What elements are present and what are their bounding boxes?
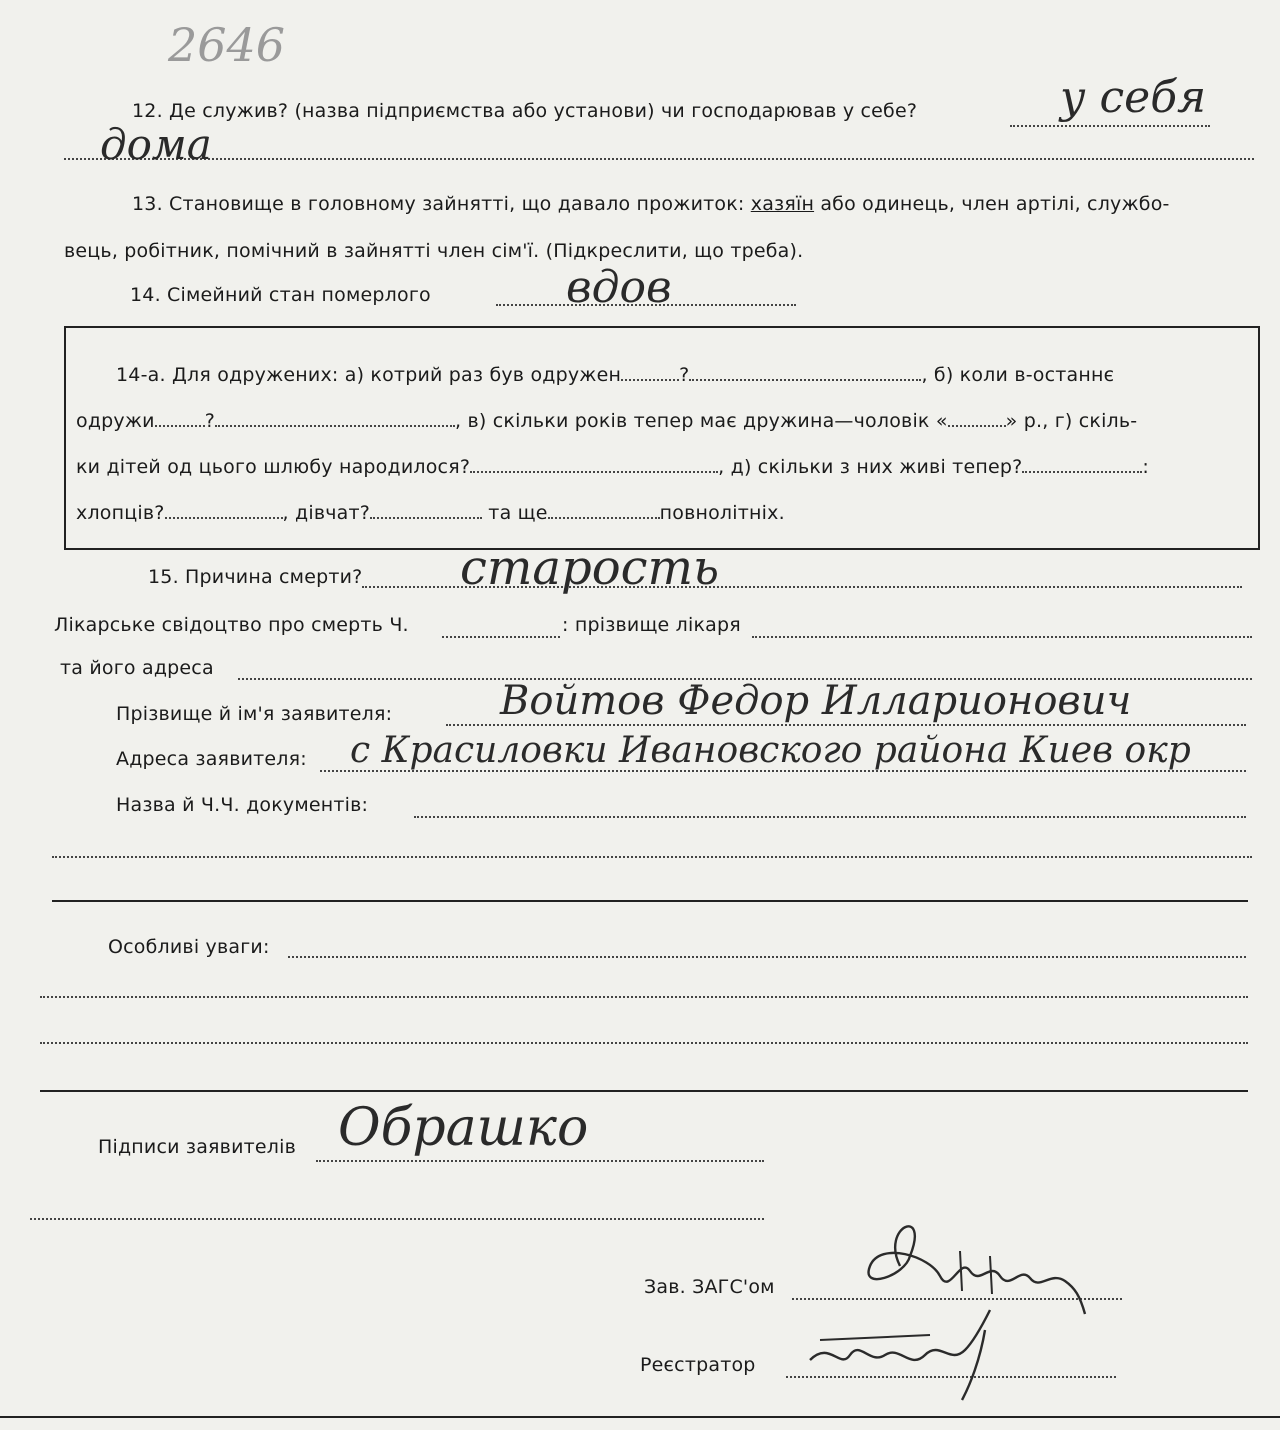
q14a-line4-a: хлопців? [76,502,165,524]
medical-certificate-label: Лікарське свідоцтво про смерть Ч. [54,614,409,636]
registrar-label: Реєстратор [640,1354,756,1376]
q14-answer: вдов [566,262,672,313]
q14a-line1-b: ? [679,364,690,386]
page-number-handwritten: 2646 [168,18,286,72]
q14a-line4 [76,502,785,524]
q14a-line1-c: , б) коли в-останнє [921,364,1115,386]
signatures-line-2 [30,1218,764,1220]
q12-answer-line [1010,125,1210,127]
signatures-line-1 [316,1160,764,1162]
q14a-line3-b: , д) скільки з них живі тепер? [718,456,1023,478]
q15-label: 15. Причина смерти? [148,566,363,588]
q14a-line3-c: : [1142,456,1150,478]
signatures-label: Підписи заявителів [98,1136,297,1158]
q14a-line4-d: повнолітніх. [659,502,785,524]
doctor-name-line [752,636,1252,638]
zags-head-label: Зав. ЗАГС'ом [644,1276,775,1298]
q14a-line1 [116,364,1114,386]
q13-line1-pre: 13. Становище в головному зайнятті, що давало прожиток: [132,193,745,215]
notes-divider [40,1090,1248,1092]
documents-line-1 [414,816,1246,818]
q12-answer-1: у себя [1060,72,1207,123]
q14a-line4-c: та ще [488,502,548,524]
q13-underlined-choice: хазяїн [750,193,815,215]
q15-answer: старость [460,540,720,596]
documents-label: Назва й Ч.Ч. документів: [116,794,369,816]
q14-label: 14. Сімейний стан померлого [130,284,431,306]
q12-label: 12. Де служив? (назва підприємства або установи) чи господарював у себе? [132,100,918,122]
notes-line-2 [40,996,1248,998]
q14a-line2-b: ? [204,410,216,432]
q12-answer-line-2 [64,158,1254,160]
applicant-name-line [446,724,1246,726]
q14a-line2 [76,410,1137,432]
q14a-line2-a: одружи [76,410,155,432]
applicant-address-value: с Красиловки Ивановского района Киев окр [350,730,1191,771]
q14a-line3-a: ки дітей од цього шлюбу народилося? [76,456,471,478]
q14a-line4-b: , дівчат? [282,502,371,524]
section-divider [52,900,1248,902]
notes-label: Особливі уваги: [108,936,270,958]
registrar-signature [790,1300,1020,1410]
q14a-line3 [76,456,1149,478]
applicant-name-value: Войтов Федор Илларионович [500,678,1132,724]
signatures-value: Обрашко [338,1098,589,1158]
notes-line-1 [288,956,1246,958]
applicant-address-label: Адреса заявителя: [116,748,307,770]
medical-number-line [442,636,560,638]
page-bottom-rule [0,1416,1280,1418]
q13-line1-post: або одинець, член артілі, службо- [820,193,1170,215]
doctor-address-label: та його адреса [60,657,214,679]
doctor-name-label: : прізвище лікаря [562,614,741,636]
q14a-line2-c: , в) скільки років тепер має дружина—чоловік « [455,410,948,432]
q14a-line1-a: 14-а. Для одружених: а) котрий раз був одружен [116,364,622,386]
applicant-name-label: Прізвище й ім'я заявителя: [116,703,393,725]
q13-line2: вець, робітник, помічний в зайнятті член сім'ї. (Підкреслити, що треба). [64,240,804,262]
q14a-line2-d: » р., г) скіль- [1005,410,1138,432]
documents-line-2 [52,856,1252,858]
q12-answer-2: дома [100,120,212,169]
notes-line-3 [40,1042,1248,1044]
q13-line1 [132,193,1170,215]
